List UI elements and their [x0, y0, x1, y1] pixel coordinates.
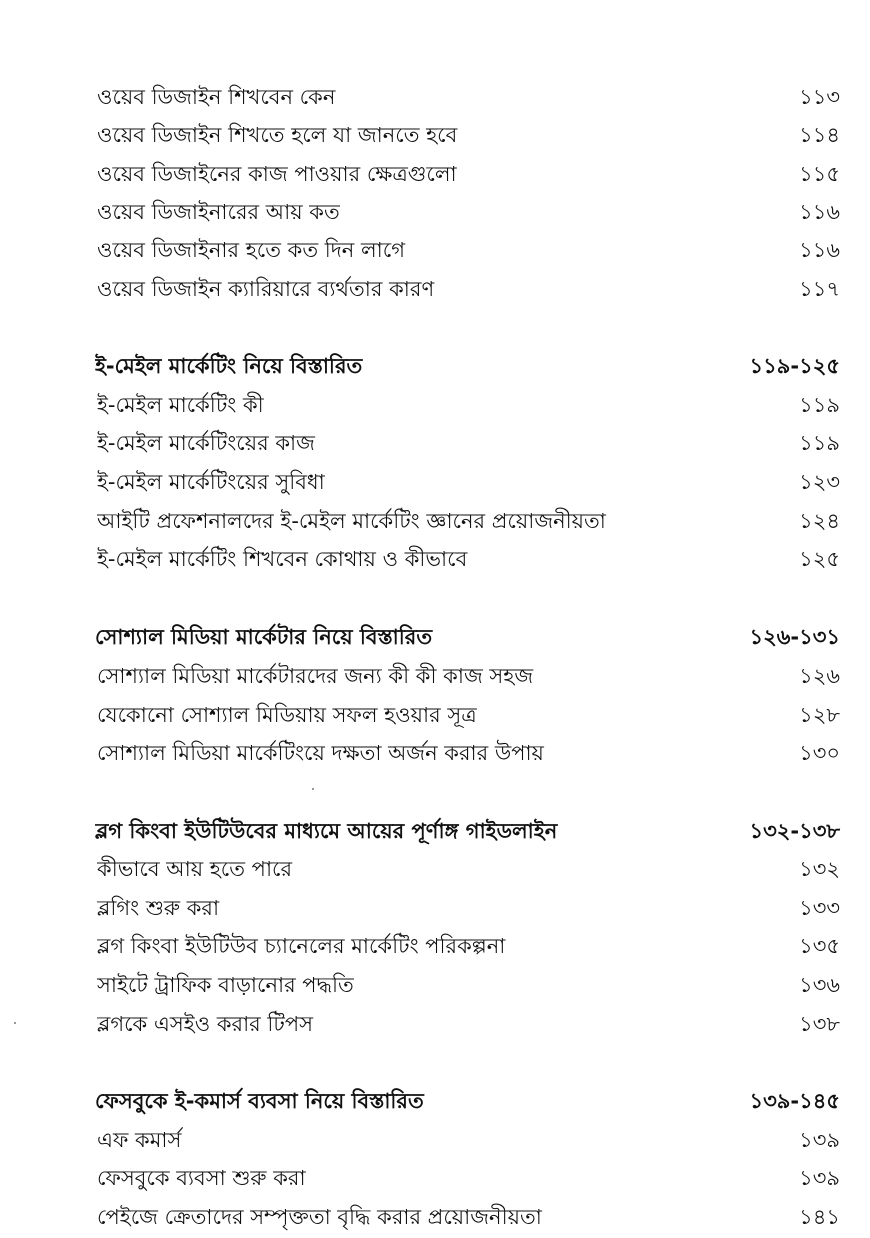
toc-entry-title: কীভাবে আয় হতে পারে [97, 857, 293, 881]
toc-entry-title: যেকোনো সোশ্যাল মিডিয়ায় সফল হওয়ার সূত্র [97, 703, 477, 727]
toc-entry [0, 78, 870, 116]
toc-entry-title: ব্লগকে এসইও করার টিপস [97, 1012, 313, 1036]
toc-entry [0, 966, 870, 1004]
toc-entry-title: সোশ্যাল মিডিয়া মার্কেটারদের জন্য কী কী কাজ সহজ [97, 664, 534, 688]
toc-entry-page: ১২৬ [799, 664, 840, 688]
toc-entry-page: ১৪১ [799, 1205, 840, 1229]
toc-section-pages: ১৩২-১৩৮ [749, 819, 840, 843]
toc-section-pages: ১৩৯-১৪৫ [749, 1089, 840, 1113]
toc-entry [0, 463, 870, 501]
toc-entry [0, 1121, 870, 1159]
toc-entry-title: ওয়েব ডিজাইন শিখবেন কেন [97, 85, 336, 109]
toc-entry-page: ১৩৯ [799, 1166, 840, 1190]
toc-entry [0, 540, 870, 578]
toc-entry-title: ব্লগ কিংবা ইউটিউব চ্যানেলের মার্কেটিং পরিকল্পনা [97, 934, 506, 958]
toc-entry-page: ১১৯ [799, 393, 840, 417]
toc-entry-page: ১৩৯ [799, 1128, 840, 1152]
toc-entry-page: ১১৬ [799, 238, 840, 262]
toc-entry [0, 696, 870, 734]
toc-section-heading [0, 347, 870, 385]
toc-entry-page: ১১৬ [799, 200, 840, 224]
toc-entry [0, 116, 870, 154]
toc-entry-title: পেইজে ক্রেতাদের সম্পৃক্ততা বৃদ্ধি করার প্রয়োজনীয়তা [97, 1205, 542, 1229]
toc-entry-page: ১৩৫ [799, 934, 840, 958]
toc-entry [0, 424, 870, 462]
toc-entry-title: ই-মেইল মার্কেটিংয়ের সুবিধা [97, 470, 325, 494]
toc-entry [0, 193, 870, 231]
toc-entry [0, 270, 870, 308]
toc-entry [0, 927, 870, 965]
toc-entry-title: ওয়েব ডিজাইন ক্যারিয়ারে ব্যর্থতার কারণ [97, 277, 435, 301]
toc-section-heading [0, 1082, 870, 1120]
toc-entry-title: সাইটে ট্রাফিক বাড়ানোর পদ্ধতি [97, 973, 354, 997]
toc-entry-title: ব্লগিং শুরু করা [97, 896, 220, 920]
toc-section-pages: ১২৬-১৩১ [749, 625, 840, 649]
toc-entry-page: ১২৪ [799, 509, 840, 533]
toc-section-title: সোশ্যাল মিডিয়া মার্কেটার নিয়ে বিস্তারিত [95, 625, 433, 649]
toc-entry [0, 502, 870, 540]
toc-entry-page: ১২৫ [799, 547, 840, 571]
toc-section-pages: ১১৯-১২৫ [749, 354, 840, 378]
toc-entry [0, 231, 870, 269]
toc-entry-title: ই-মেইল মার্কেটিংয়ের কাজ [97, 431, 315, 455]
toc-entry-page: ১১৯ [799, 431, 840, 455]
toc-entry [0, 155, 870, 193]
toc-entry [0, 386, 870, 424]
toc-entry-title: ওয়েব ডিজাইন শিখতে হলে যা জানতে হবে [97, 123, 458, 147]
toc-entry-page: ১২৮ [799, 703, 840, 727]
toc-entry-page: ১৩৬ [799, 973, 840, 997]
toc-entry-page: ১১৭ [799, 277, 840, 301]
toc-entry-title: ই-মেইল মার্কেটিং শিখবেন কোথায় ও কীভাবে [97, 547, 468, 571]
toc-entry-title: সোশ্যাল মিডিয়া মার্কেটিংয়ে দক্ষতা অর্জন করার উপায় [97, 741, 544, 765]
toc-entry-page: ১৩৮ [799, 1012, 840, 1036]
toc-entry-title: ফেসবুকে ব্যবসা শুরু করা [97, 1166, 306, 1190]
toc-entry [0, 850, 870, 888]
toc-entry-title: ওয়েব ডিজাইনার হতে কত দিন লাগে [97, 238, 405, 262]
toc-entry-page: ১২৩ [799, 470, 840, 494]
toc-entry-title: ওয়েব ডিজাইনারের আয় কত [97, 200, 340, 224]
toc-entry-title: আইটি প্রফেশনালদের ই-মেইল মার্কেটিং জ্ঞানের প্রয়োজনীয়তা [97, 509, 606, 533]
toc-section-title: ফেসবুকে ই-কমার্স ব্যবসা নিয়ে বিস্তারিত [95, 1089, 424, 1113]
toc-entry-page: ১১৫ [799, 162, 840, 186]
toc-entry-page: ১৩২ [799, 857, 840, 881]
toc-entry [0, 1159, 870, 1197]
toc-entry [0, 1198, 870, 1236]
toc-entry-page: ১৩৩ [799, 896, 840, 920]
toc-entry [0, 889, 870, 927]
scan-speck [312, 788, 314, 790]
toc-section-title: ব্লগ কিংবা ইউটিউবের মাধ্যমে আয়ের পূর্ণাঙ্গ গাইডলাইন [95, 819, 558, 843]
toc-entry-title: ই-মেইল মার্কেটিং কী [97, 393, 264, 417]
toc-entry-page: ১৩০ [799, 741, 840, 765]
toc-entry-page: ১১৩ [799, 85, 840, 109]
toc-entry [0, 657, 870, 695]
toc-section-title: ই-মেইল মার্কেটিং নিয়ে বিস্তারিত [95, 354, 363, 378]
toc-entry [0, 1005, 870, 1043]
toc-entry-page: ১১৪ [799, 123, 840, 147]
toc-section-heading [0, 618, 870, 656]
scan-speck [14, 1022, 16, 1024]
toc-entry-title: ওয়েব ডিজাইনের কাজ পাওয়ার ক্ষেত্রগুলো [97, 162, 457, 186]
toc-entry-title: এফ কমার্স [97, 1128, 182, 1152]
toc-entry [0, 734, 870, 772]
toc-section-heading [0, 812, 870, 850]
